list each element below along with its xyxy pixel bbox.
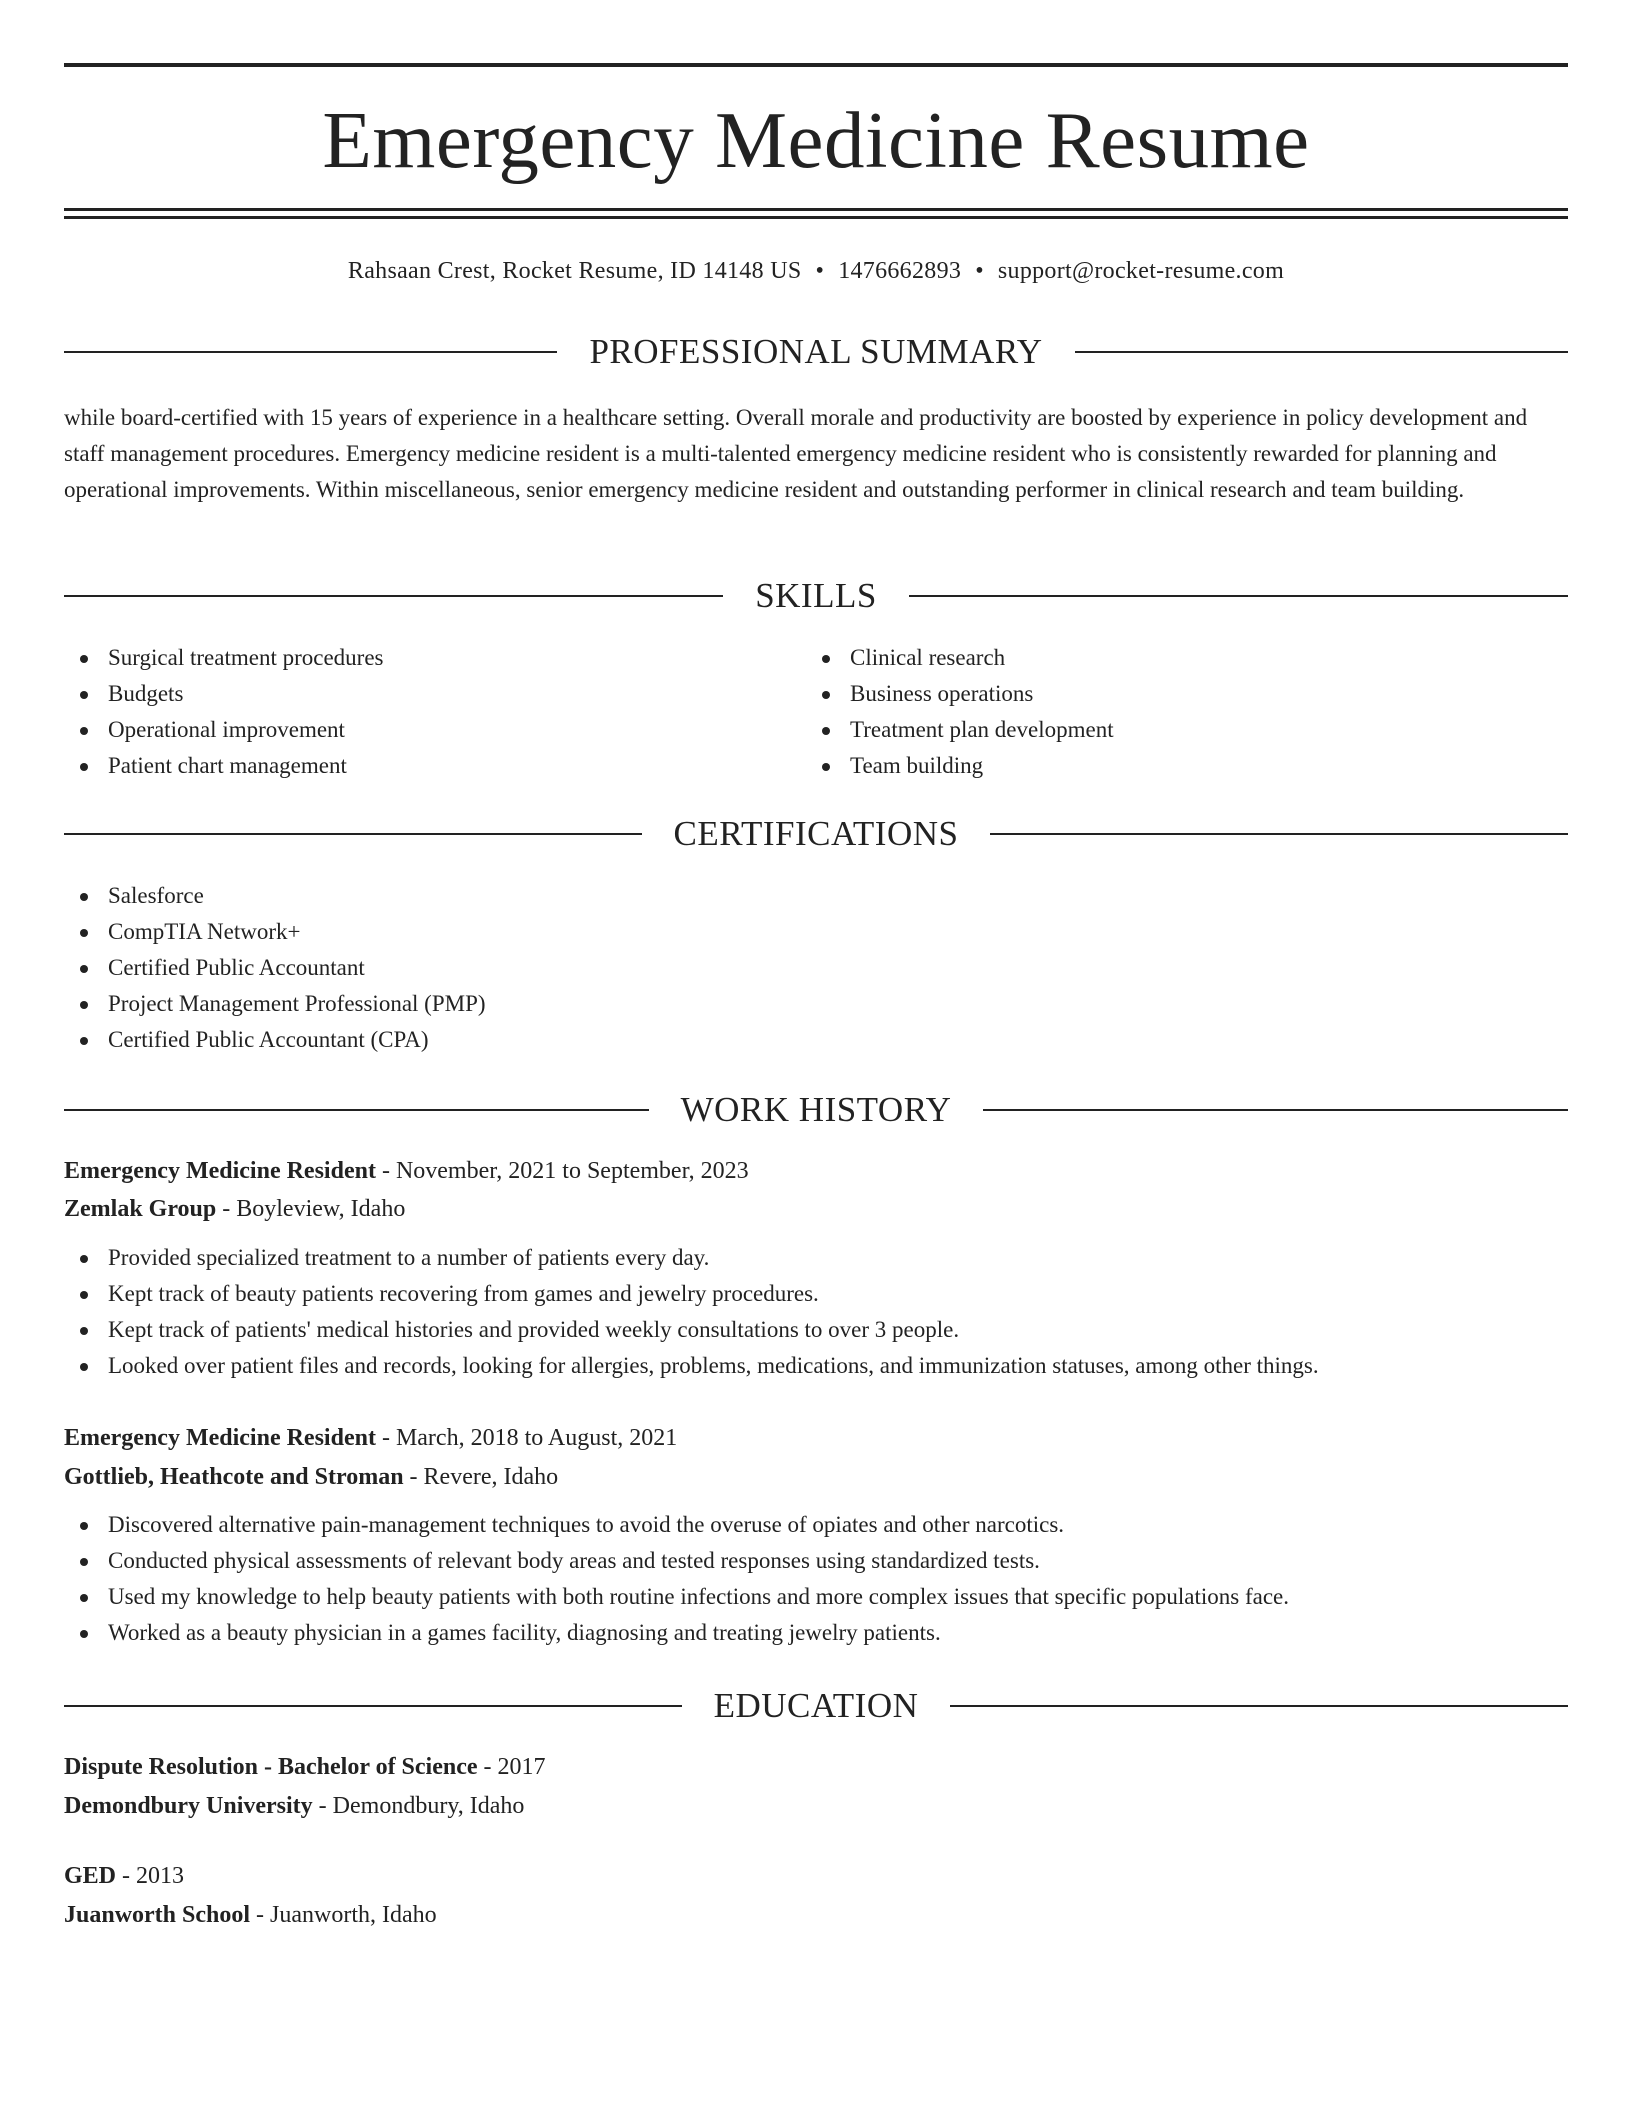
job-bullet: Conducted physical assessments of relevant body areas and tested responses using standardized tests. — [64, 1543, 1568, 1579]
dash: - — [116, 1863, 137, 1889]
dash: - — [250, 1902, 271, 1928]
section-rule — [983, 1109, 1568, 1111]
dash: - — [403, 1464, 424, 1490]
certifications-list — [64, 878, 1064, 1058]
job-bullet: Looked over patient files and records, looking for allergies, problems, medications, and immunization statuses, among other things. — [64, 1348, 1568, 1384]
section-rule — [990, 833, 1568, 835]
section-title: CERTIFICATIONS — [673, 814, 959, 853]
job-bullet: Discovered alternative pain-management techniques to avoid the overuse of opiates and other narcotics. — [64, 1507, 1568, 1543]
job-title: Emergency Medicine Resident — [64, 1158, 376, 1184]
section-header-education — [64, 1684, 1568, 1728]
section-rule — [64, 1705, 682, 1707]
certification-item: Project Management Professional (PMP) — [64, 986, 1064, 1022]
job-bullet: Used my knowledge to help beauty patients with both routine infections and more complex issues that specific populations face. — [64, 1579, 1568, 1615]
certification-item: Certified Public Accountant (CPA) — [64, 1022, 1064, 1058]
job-title: Emergency Medicine Resident — [64, 1425, 376, 1451]
section-header-certifications — [64, 812, 1568, 856]
section-title: WORK HISTORY — [680, 1090, 952, 1129]
job-title-line — [64, 1419, 1568, 1457]
section-header-work-history — [64, 1088, 1568, 1132]
contact-separator: • — [975, 258, 984, 284]
contact-line — [64, 254, 1568, 288]
section-header-summary — [64, 330, 1568, 374]
resume-title: Emergency Medicine Resume — [322, 95, 1310, 185]
skill-item: Patient chart management — [64, 748, 764, 784]
job-bullet: Worked as a beauty physician in a games facility, diagnosing and treating jewelry patients. — [64, 1615, 1568, 1651]
section-title: EDUCATION — [713, 1686, 919, 1725]
job-dates: March, 2018 to August, 2021 — [395, 1425, 678, 1451]
dash: - — [312, 1793, 333, 1819]
education-school: Juanworth School — [64, 1902, 251, 1928]
job-location: Boyleview, Idaho — [236, 1196, 406, 1222]
title-rule-lower — [64, 216, 1568, 219]
skill-item: Budgets — [64, 676, 764, 712]
contact-address: Rahsaan Crest, Rocket Resume, ID 14148 US — [347, 258, 802, 284]
education-school-line — [64, 1896, 1568, 1934]
skills-list-left — [64, 640, 764, 784]
education-location: Demondbury, Idaho — [332, 1793, 525, 1819]
skill-item: Team building — [806, 748, 1506, 784]
education-degree: GED — [64, 1863, 117, 1889]
job-company: Zemlak Group — [64, 1196, 217, 1222]
education-location: Juanworth, Idaho — [270, 1902, 437, 1928]
section-rule — [64, 1109, 649, 1111]
section-rule — [64, 595, 723, 597]
job-bullets — [64, 1507, 1568, 1651]
skill-item: Operational improvement — [64, 712, 764, 748]
dash: - — [375, 1158, 396, 1184]
section-rule — [950, 1705, 1568, 1707]
section-title: PROFESSIONAL SUMMARY — [589, 332, 1043, 371]
job-dates: November, 2021 to September, 2023 — [395, 1158, 749, 1184]
education-degree: Dispute Resolution - Bachelor of Science — [64, 1754, 478, 1780]
job-company: Gottlieb, Heathcote and Stroman — [64, 1464, 404, 1490]
job-company-line — [64, 1458, 1568, 1496]
top-rule — [64, 63, 1568, 67]
skill-item: Clinical research — [806, 640, 1506, 676]
skill-item: Surgical treatment procedures — [64, 640, 764, 676]
certification-item: CompTIA Network+ — [64, 914, 1064, 950]
dash: - — [375, 1425, 396, 1451]
skill-item: Business operations — [806, 676, 1506, 712]
title-rule-upper — [64, 208, 1568, 211]
section-rule — [64, 351, 557, 353]
job-company-line — [64, 1190, 1568, 1228]
contact-phone: 1476662893 — [838, 258, 962, 284]
section-header-skills — [64, 574, 1568, 618]
skills-list-right — [806, 640, 1506, 784]
education-year: 2013 — [136, 1863, 185, 1889]
contact-email[interactable]: support@rocket-resume.com — [997, 258, 1285, 284]
certification-item: Certified Public Accountant — [64, 950, 1064, 986]
education-degree-line — [64, 1748, 1568, 1786]
education-school: Demondbury University — [64, 1793, 313, 1819]
job-title-line — [64, 1152, 1568, 1190]
certification-item: Salesforce — [64, 878, 1064, 914]
section-rule — [64, 833, 642, 835]
section-rule — [909, 595, 1568, 597]
job-bullet: Kept track of beauty patients recovering from games and jewelry procedures. — [64, 1276, 1568, 1312]
section-rule — [1075, 351, 1568, 353]
dash: - — [216, 1196, 237, 1222]
education-school-line — [64, 1787, 1568, 1825]
job-bullet: Provided specialized treatment to a number of patients every day. — [64, 1240, 1568, 1276]
job-bullet: Kept track of patients' medical histories and provided weekly consultations to over 3 people. — [64, 1312, 1568, 1348]
education-degree-line — [64, 1857, 1568, 1895]
section-title: SKILLS — [755, 576, 877, 615]
contact-separator: • — [815, 258, 825, 284]
skill-item: Treatment plan development — [806, 712, 1506, 748]
summary-text: while board-certified with 15 years of experience in a healthcare setting. Overall morale and productivity are boosted by experience in policy development and staff management procedures. Emergency medicine resident is a multi-talented emergency medicine resident who is consistently rewarded for planning and operational improvements. Within miscellaneous, senior emergency medicine resident and outstanding performer in clinical research and team building. — [64, 405, 1528, 502]
dash: - — [477, 1754, 498, 1780]
education-year: 2017 — [497, 1754, 546, 1780]
job-bullets — [64, 1240, 1568, 1384]
job-location: Revere, Idaho — [423, 1464, 559, 1490]
